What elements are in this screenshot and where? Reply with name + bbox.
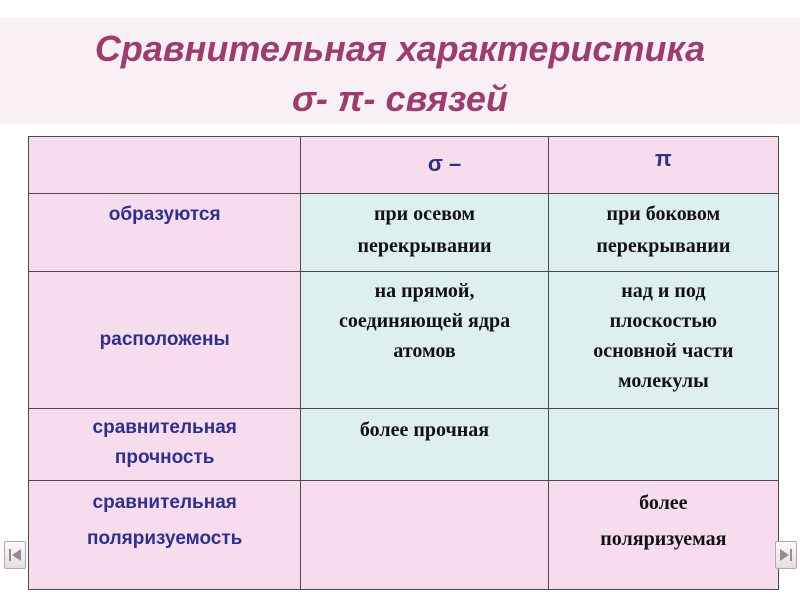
cell-pi-formed: при боковом перекрывании [548,194,778,272]
page-subtitle: σ- π- связей [292,78,508,119]
cell-pi-strength [548,409,778,481]
page-title: Сравнительная характеристика [94,28,706,69]
prev-slide-button[interactable] [4,541,26,569]
cell-sigma-polarizability [301,481,548,590]
row-label-located: расположены [29,272,301,409]
table-row [29,272,779,409]
next-slide-button[interactable] [775,541,797,569]
next-slide-icon [776,542,796,568]
cell-pi-polarizability: более поляризуемая [548,481,778,590]
row-label-formed: образуются [29,194,301,272]
prev-slide-icon [5,542,25,568]
cell-sigma-formed: при осевом перекрывании [301,194,548,272]
cell-pi-located: над и под плоскостью основной части молекулы [548,272,778,409]
table-row [29,194,779,272]
cell-sigma-strength: более прочная [301,409,548,481]
header-sigma: σ – [301,137,548,194]
header-empty-cell [29,137,301,194]
cell-sigma-located: на прямой, соединяющей ядра атомов [301,272,548,409]
table-row [29,409,779,481]
table-header-row [29,137,779,194]
header-pi: π [548,137,778,194]
row-label-polarizability: сравнительная поляризуемость [29,481,301,590]
comparison-table [28,136,779,590]
row-label-strength: сравнительная прочность [29,409,301,481]
table-row [29,481,779,590]
